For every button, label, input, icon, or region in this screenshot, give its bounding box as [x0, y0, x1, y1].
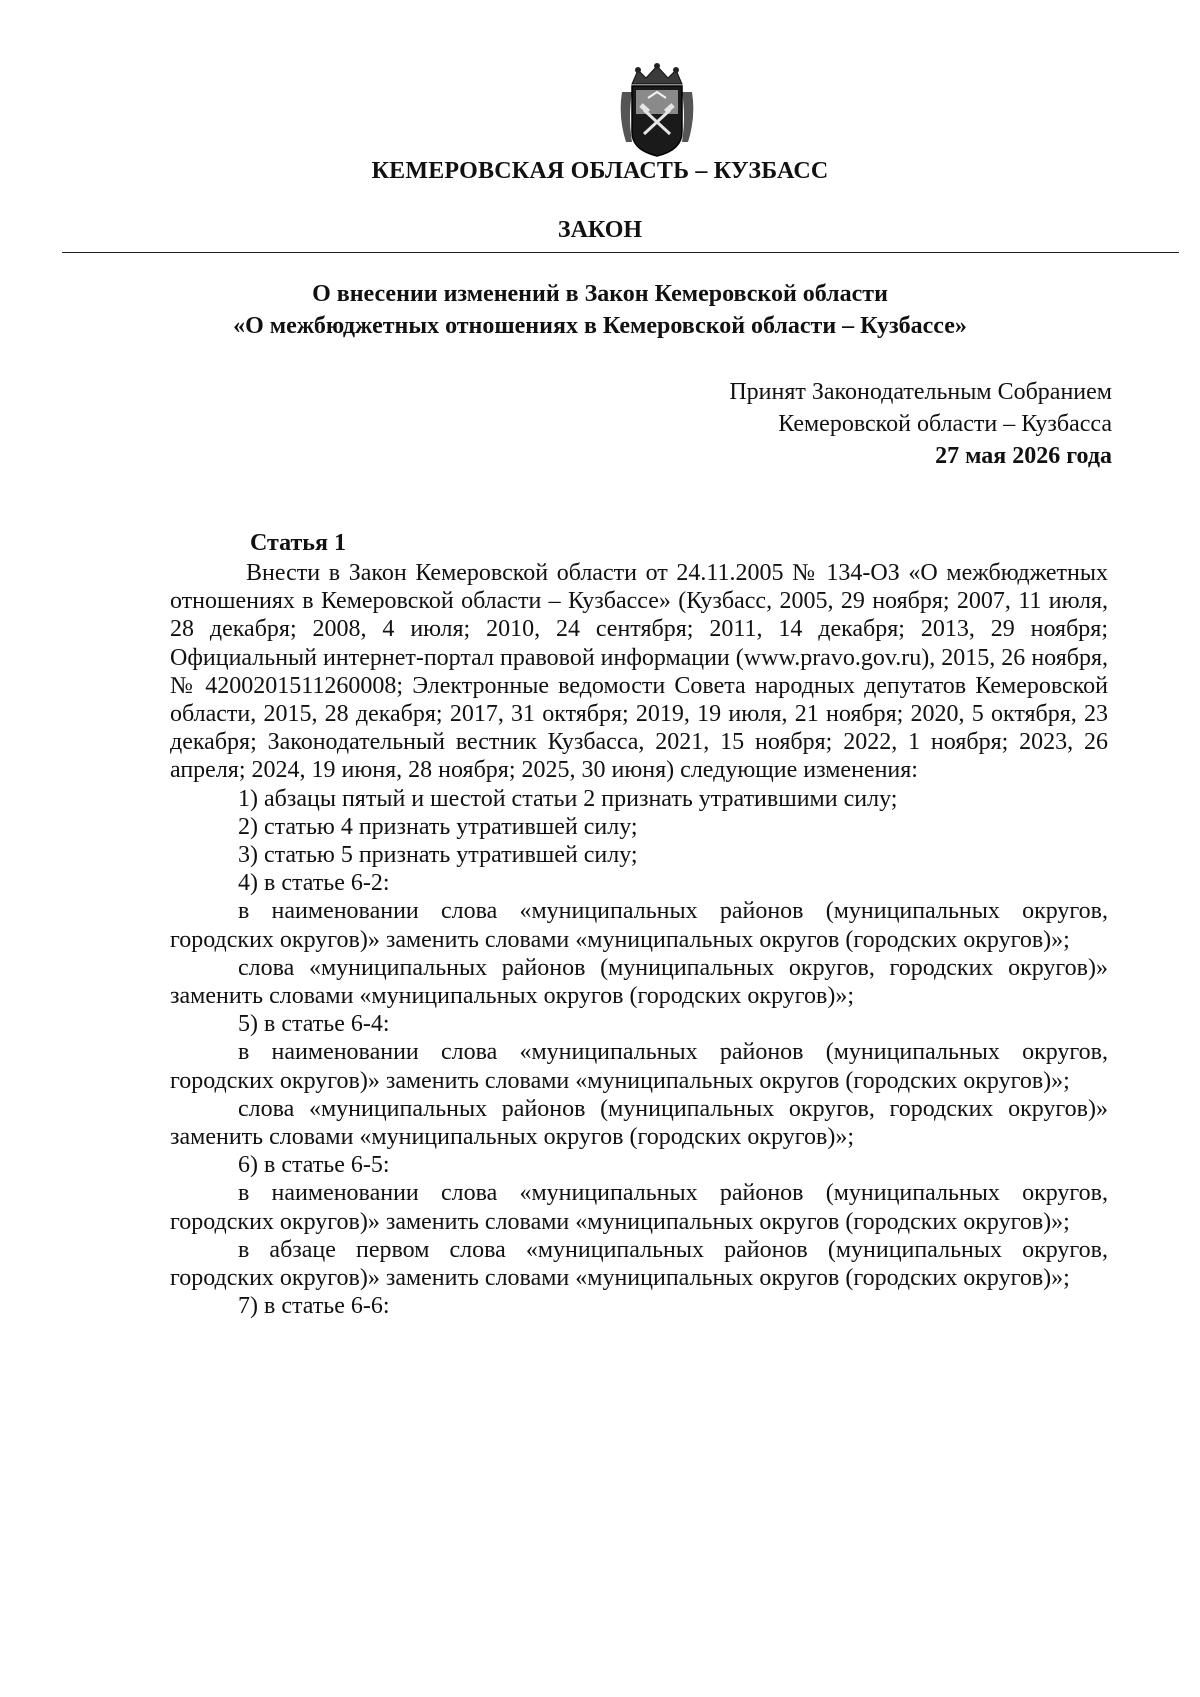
adoption-date: 27 мая 2026 года — [935, 443, 1112, 469]
adoption-line-1: Принят Законодательным Собранием — [729, 379, 1112, 405]
header-divider — [62, 252, 1179, 253]
article-paragraph: 2) статью 4 признать утратившей силу; — [238, 813, 638, 840]
article-paragraph: в наименовании слова «муниципальных районов (муниципальных округов, городских округов)» заменить словами «муниципальных округов (городских округов)»; — [170, 1180, 1108, 1235]
law-title-line-2: «О межбюджетных отношениях в Кемеровской области – Кузбассе» — [233, 313, 967, 339]
document-type: ЗАКОН — [557, 217, 643, 243]
article-paragraph: в абзаце первом слова «муниципальных районов (муниципальных округов, городских округов)» заменить словами «муниципальных округов (городских округов)»; — [170, 1236, 1108, 1292]
article-paragraph: в наименовании слова «муниципальных районов (муниципальных округов, городских округов)» заменить словами «муниципальных округов (городских округов)»; — [170, 1039, 1108, 1094]
adoption-line-2: Кемеровской области – Кузбасса — [778, 411, 1112, 437]
article-paragraph: 7) в статье 6-6: — [238, 1293, 390, 1320]
article-body — [170, 559, 1108, 1320]
article-paragraph: Внести в Закон Кемеровской области от 24.11.2005 № 134-ОЗ «О межбюджетных отношениях в Кемеровской области – Кузбассе» (Кузбасс, 2005, 29 ноября; 2007, 11 июля, 28 декабря; 2008, 4 июля; 2010, 24 сентября; 2011, 14 декабря; 2013, 29 ноября; Официальный интернет-портал правовой информации (www.pravo.gov.ru), 2015, 26 ноября, № 4200201511260008; Электронные ведомости Совета народных депутатов Кемеровской области, 2015, 28 декабря; 2017, 31 октября; 2019, 19 июля, 21 ноября; 2020, 5 октября, 23 декабря; Законодательный вестник Кузбасса, 2021, 15 ноября; 2022, 1 ноября; 2023, 26 апреля; 2024, 19 июня, 28 ноября; 2025, 30 июня) следующие изменения: — [170, 560, 1108, 784]
article-paragraph: в наименовании слова «муниципальных районов (муниципальных округов, городских округов)» заменить словами «муниципальных округов (городских округов)»; — [170, 898, 1108, 953]
kuzbass-coat-of-arms-icon — [618, 62, 696, 160]
region-name: КЕМЕРОВСКАЯ ОБЛАСТЬ – КУЗБАСС — [371, 158, 829, 184]
article-paragraph: 6) в статье 6-5: — [238, 1152, 390, 1179]
article-paragraph: 3) статью 5 признать утратившей силу; — [238, 842, 638, 869]
article-heading: Статья 1 — [250, 530, 346, 556]
law-title-line-1: О внесении изменений в Закон Кемеровской области — [312, 281, 888, 307]
article-paragraph: 5) в статье 6-4: — [238, 1011, 390, 1038]
article-paragraph: слова «муниципальных районов (муниципальных округов, городских округов)» заменить словами «муниципальных округов (городских округов)»; — [170, 1095, 1108, 1151]
article-paragraph: 1) абзацы пятый и шестой статьи 2 признать утратившими силу; — [238, 785, 898, 812]
article-paragraph: слова «муниципальных районов (муниципальных округов, городских округов)» заменить словами «муниципальных округов (городских округов)»; — [170, 954, 1108, 1010]
article-paragraph: 4) в статье 6-2: — [238, 870, 390, 897]
law-title — [0, 278, 1200, 342]
adoption-block — [729, 376, 1112, 472]
